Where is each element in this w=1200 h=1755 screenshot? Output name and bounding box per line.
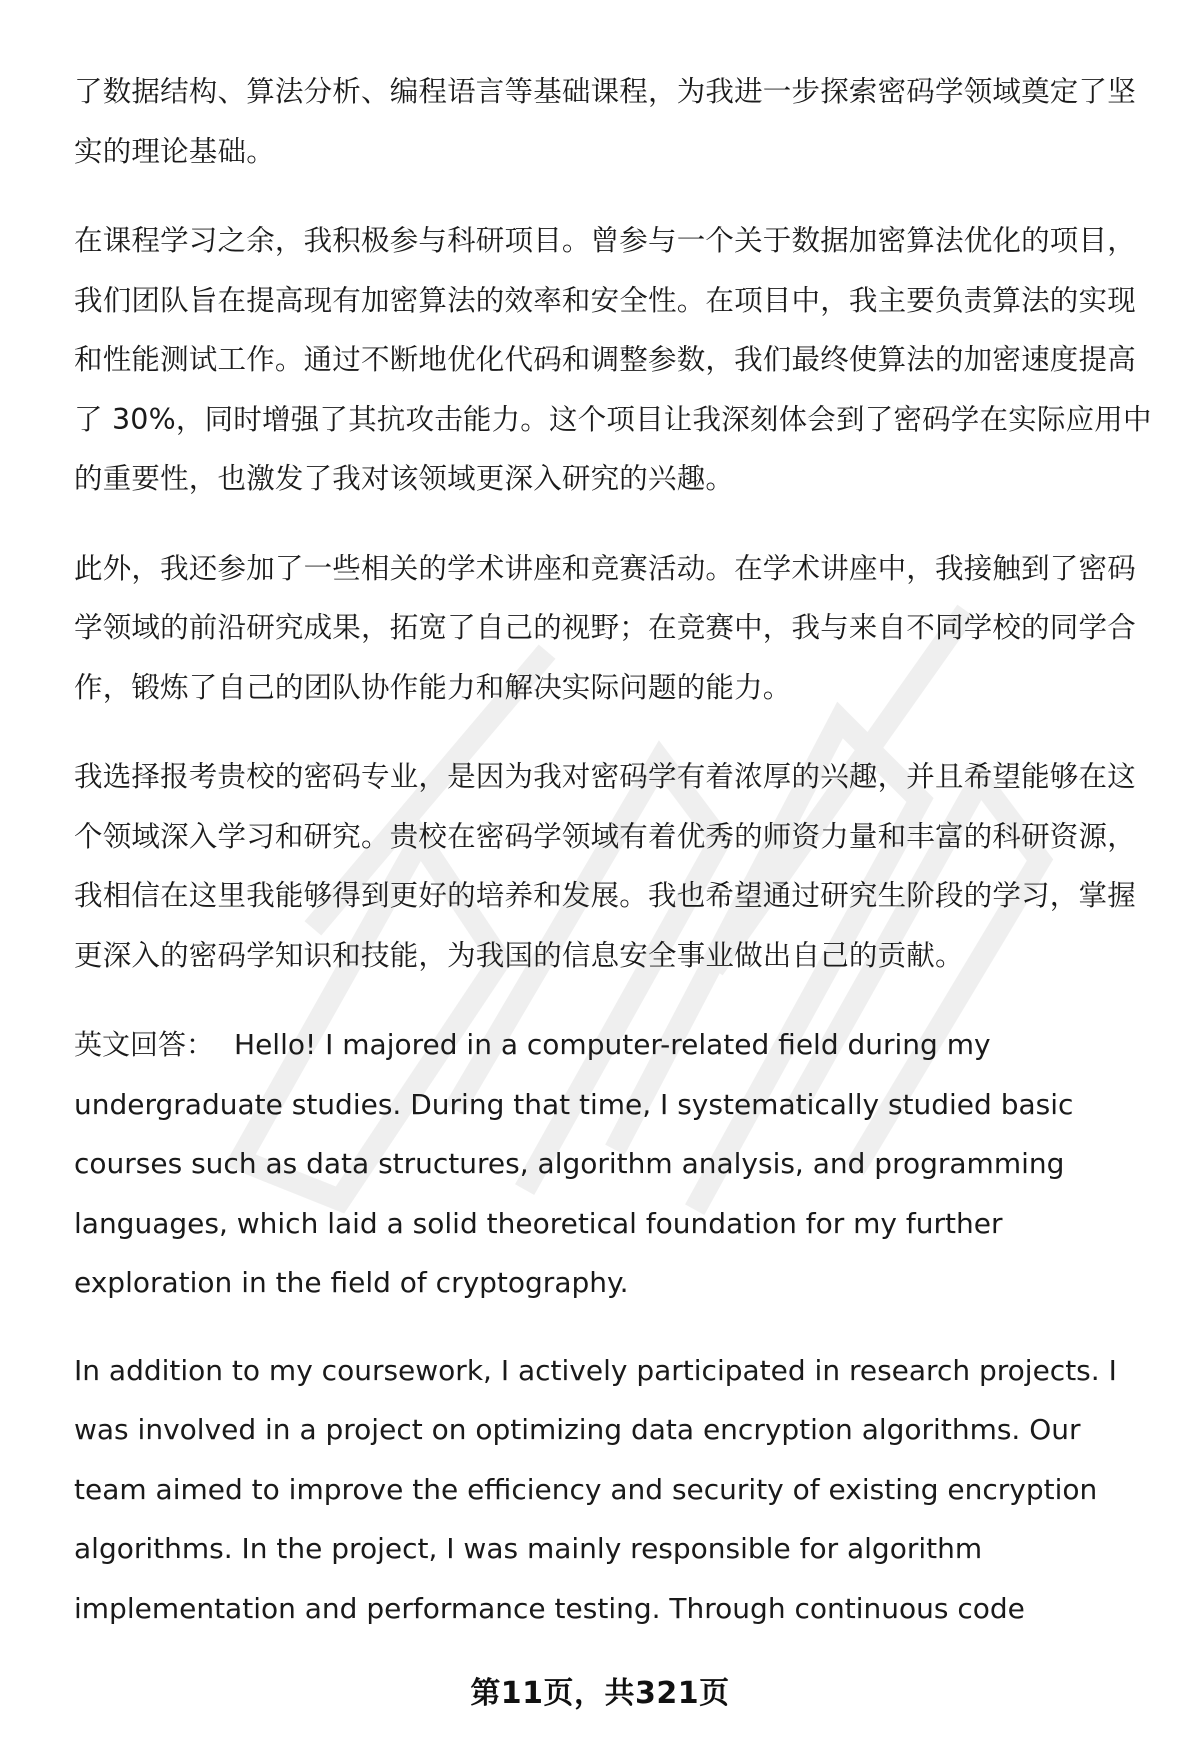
paragraph-cn-1: 了数据结构、算法分析、编程语言等基础课程，为我进一步探索密码学领域奠定了坚实的理论基础。 [74,75,1136,168]
document-body [74,62,1154,1668]
answer-label: 英文回答： [74,1028,215,1061]
paragraph-cn-3: 此外，我还参加了一些相关的学术讲座和竞赛活动。在学术讲座中，我接触到了密码学领域的前沿研究成果，拓宽了自己的视野；在竞赛中，我与来自不同学校的同学合作，锻炼了自己的团队协作能力和解决实际问题的能力。 [74,551,1136,704]
paragraph-en-2: In addition to my coursework, I actively participated in research projects. I was involved in a project on optimizing data encryption algorithms. Our team aimed to improve the efficiency and security of existing encryption algorithms. In the project, I was mainly responsible for algorithm implementation and performance testing. Through continuous code [74,1353,1126,1625]
paragraph-en-1-text: Hello! I majored in a computer-related field during my undergraduate studies. During that time, I systematically studied basic courses such as data structures, algorithm analysis, and programming languages, which laid a solid theoretical foundation for my further exploration in the field of cryptography. [74,1028,1083,1299]
page-number: 第11页，共321页 [470,1676,730,1711]
paragraph-cn-4: 我选择报考贵校的密码专业，是因为我对密码学有着浓厚的兴趣，并且希望能够在这个领域深入学习和研究。贵校在密码学领域有着优秀的师资力量和丰富的科研资源，我相信在这里我能够得到更好的培养和发展。我也希望通过研究生阶段的学习，掌握更深入的密码学知识和技能，为我国的信息安全事业做出自己的贡献。 [74,760,1136,972]
paragraph-en-1 [74,1015,1134,1313]
paragraph-cn-2: 在课程学习之余，我积极参与科研项目。曾参与一个关于数据加密算法优化的项目，我们团队旨在提高现有加密算法的效率和安全性。在项目中，我主要负责算法的实现和性能测试工作。通过不断地优化代码和调整参数，我们最终使算法的加密速度提高了 30%，同时增强了其抗攻击能力。这个项目让我深刻体会到了密码学在实际应用中的重要性，也激发了我对该领域更深入研究的兴趣。 [74,224,1152,495]
